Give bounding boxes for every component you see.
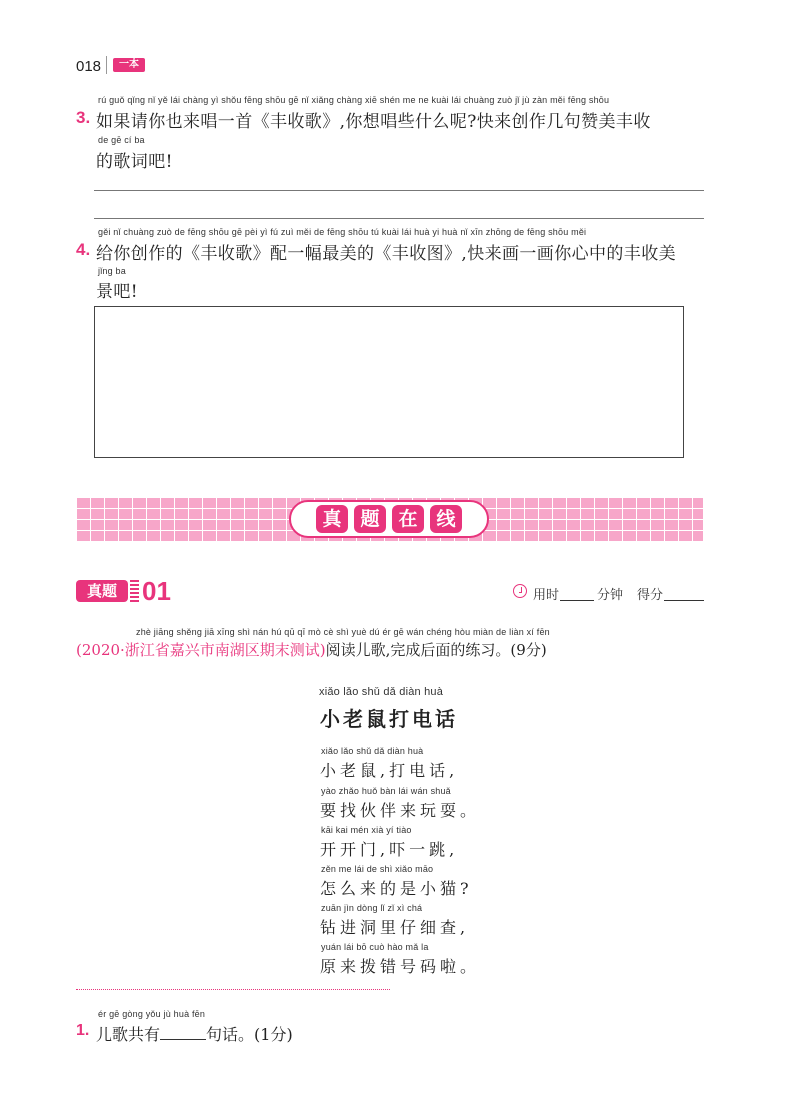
banner-title xyxy=(289,500,489,538)
q4-text-2: 景吧! xyxy=(96,282,139,302)
time-blank[interactable] xyxy=(560,586,594,601)
q3-pinyin-2: de gē cí ba xyxy=(98,135,145,145)
score-blank[interactable] xyxy=(664,586,704,601)
poem-pinyin-6: yuán lái bō cuò hào mǎ la xyxy=(321,942,429,952)
poem-line-2: 要找伙伴来玩耍。 xyxy=(320,801,481,820)
q3-pinyin-1: rú guǒ qǐng nǐ yě lái chàng yì shǒu fēng shōu gē nǐ xiǎng chàng xiē shén me ne kuài lái chuàng zuò jǐ jù zàn měi fēng shōu xyxy=(98,95,610,105)
q1-number: 1. xyxy=(76,1022,90,1039)
q1-text xyxy=(96,1022,293,1045)
source-pinyin: zhè jiāng shěng jiā xīng shì nán hú qū qī mò cè shì yuè dú ér gē wán chéng hòu miàn de liàn xí fēn xyxy=(136,627,550,637)
q4-text-1: 给你创作的《丰收歌》配一幅最美的《丰收图》,快来画一画你心中的丰收美 xyxy=(96,244,677,264)
source-exam: (2020·浙江省嘉兴市南湖区期末测试) xyxy=(76,641,326,659)
source-line xyxy=(76,639,547,660)
q4-number: 4. xyxy=(76,240,91,259)
source-instruction: 阅读儿歌,完成后面的练习。(9分) xyxy=(325,641,547,659)
clock-icon xyxy=(513,584,527,598)
header-divider xyxy=(106,56,107,74)
q3-number: 3. xyxy=(76,108,91,127)
time-label: 用时 xyxy=(533,588,560,603)
poem-pinyin-1: xiǎo lǎo shǔ dǎ diàn huà xyxy=(321,746,424,756)
q1-pinyin: ér gē gòng yǒu jù huà fēn xyxy=(98,1009,206,1019)
exam-number: 01 xyxy=(142,576,171,606)
exam-badge: 真题 xyxy=(76,580,128,602)
q1-suffix: 句话。(1分) xyxy=(206,1025,293,1044)
poem-line-6: 原来拨错号码啦。 xyxy=(320,957,481,976)
poem-line-5: 钻进洞里仔细查, xyxy=(320,918,470,937)
poem-pinyin-3: kāi kai mén xià yí tiào xyxy=(321,825,412,835)
q1-prefix: 儿歌共有 xyxy=(96,1025,161,1044)
page-number: 018 xyxy=(76,58,102,75)
minute-label: 分钟 xyxy=(597,588,624,603)
banner-char-3: 在 xyxy=(392,505,424,533)
poem-line-1: 小老鼠,打电话, xyxy=(320,761,459,780)
q1-answer-blank[interactable] xyxy=(160,1025,206,1040)
q4-pinyin-2: jǐng ba xyxy=(98,266,126,276)
header-tag: 一本 xyxy=(113,58,145,72)
q3-text-2: 的歌词吧! xyxy=(96,152,173,172)
drawing-box[interactable] xyxy=(94,306,684,458)
poem-line-4: 怎么来的是小猫? xyxy=(320,879,473,898)
banner-char-2: 题 xyxy=(354,505,386,533)
score-label: 得分 xyxy=(637,588,664,603)
badge-stripes xyxy=(130,580,139,602)
answer-line-2[interactable] xyxy=(94,218,704,219)
poem-title: 小老鼠打电话 xyxy=(320,707,458,731)
answer-line-1[interactable] xyxy=(94,190,704,191)
poem-pinyin-5: zuān jìn dòng lǐ zǐ xì chá xyxy=(321,903,423,913)
q4-pinyin-1: gěi nǐ chuàng zuò de fēng shōu gē pèi yì fú zuì měi de fēng shōu tú kuài lái huà yi huà nǐ xīn zhōng de fēng shōu měi xyxy=(98,227,587,237)
poem-pinyin-4: zěn me lái de shì xiǎo māo xyxy=(321,864,434,874)
q3-text-1: 如果请你也来唱一首《丰收歌》,你想唱些什么呢?快来创作几句赞美丰收 xyxy=(96,112,651,132)
banner-char-1: 真 xyxy=(316,505,348,533)
poem-line-3: 开开门,吓一跳, xyxy=(320,840,459,859)
poem-title-pinyin: xiǎo lǎo shǔ dǎ diàn huà xyxy=(319,686,444,698)
poem-pinyin-2: yào zhǎo huǒ bàn lái wán shuǎ xyxy=(321,786,451,796)
dotted-divider xyxy=(76,989,390,990)
banner-char-4: 线 xyxy=(430,505,462,533)
